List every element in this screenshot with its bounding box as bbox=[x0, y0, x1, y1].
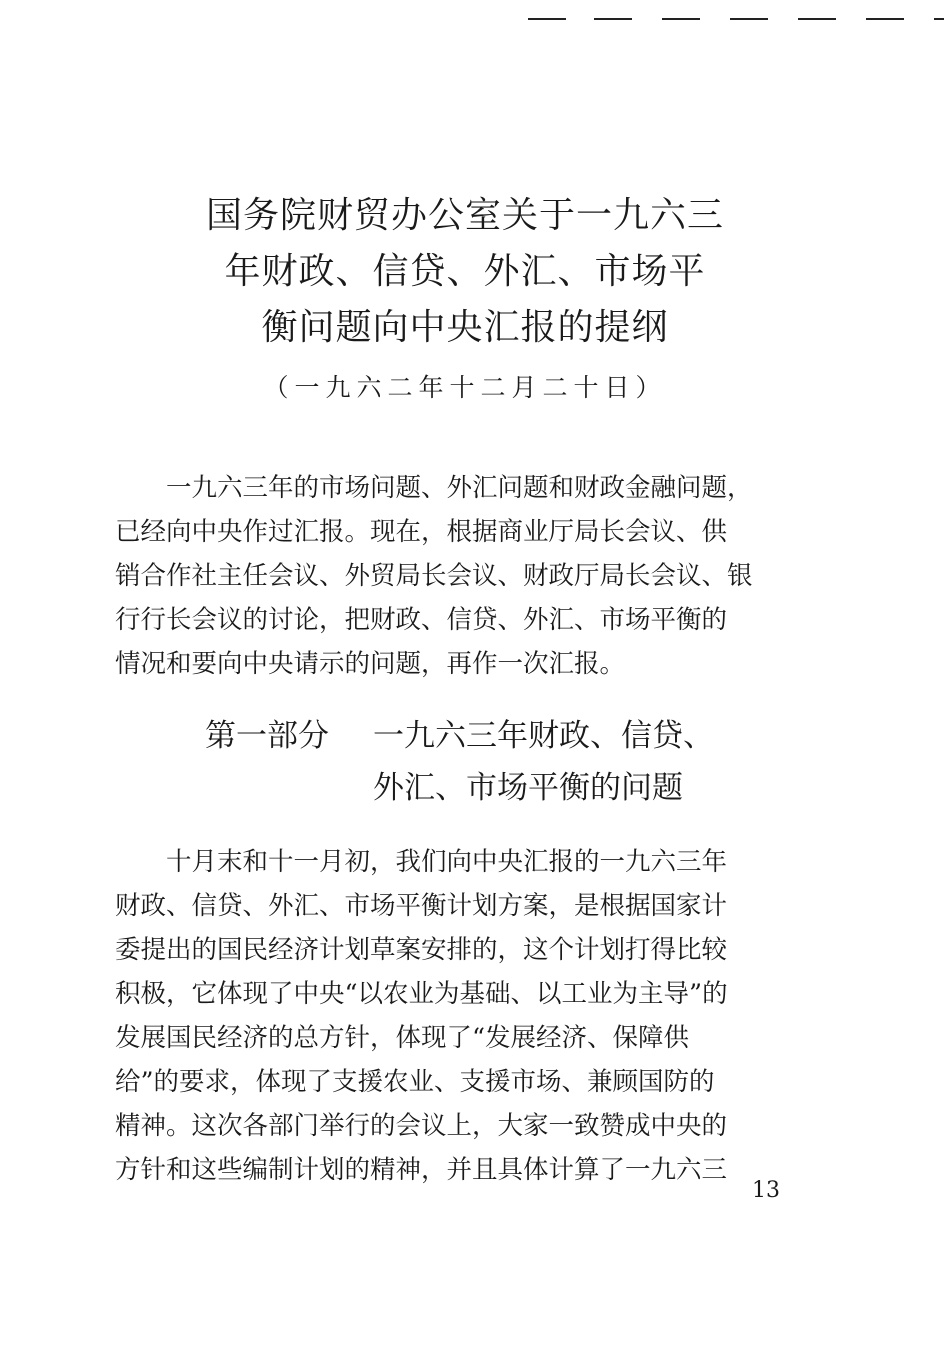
section-part-label: 第一部分 bbox=[205, 718, 329, 754]
paragraph-line: 积极，它体现了中央“以农业为基础、以工业为主导”的 bbox=[115, 979, 728, 1009]
top-rule-segment bbox=[934, 18, 944, 20]
document-title bbox=[150, 188, 780, 356]
title-line: 衡问题向中央汇报的提纲 bbox=[261, 307, 669, 348]
paragraph-line: 方针和这些编制计划的精神，并且具体计算了一九六三 bbox=[115, 1155, 728, 1185]
paragraph-line: 十月末和十一月初，我们向中央汇报的一九六三年 bbox=[115, 847, 728, 877]
paragraph-line: 一九六三年的市场问题、外汇问题和财政金融问题， bbox=[115, 473, 753, 503]
section-heading-line: 一九六三年财政、信贷、 bbox=[373, 718, 714, 754]
top-rule-segment bbox=[594, 18, 632, 20]
section-heading-line: 外汇、市场平衡的问题 bbox=[373, 770, 683, 806]
body-paragraph bbox=[115, 840, 815, 1192]
paragraph-line: 精神。这次各部门举行的会议上，大家一致赞成中央的 bbox=[115, 1111, 728, 1141]
top-rule-segment bbox=[528, 18, 566, 20]
top-rule-segment bbox=[730, 18, 768, 20]
paragraph-line: 已经向中央作过汇报。现在，根据商业厅局长会议、供 bbox=[115, 517, 728, 547]
section-heading bbox=[205, 710, 805, 814]
paragraph-line: 行行长会议的讨论，把财政、信贷、外汇、市场平衡的 bbox=[115, 605, 728, 635]
title-line: 年财政、信贷、外汇、市场平 bbox=[224, 251, 706, 292]
paragraph-line: 委提出的国民经济计划草案安排的，这个计划打得比较 bbox=[115, 935, 728, 965]
document-date: （一九六二年十二月二十日） bbox=[263, 373, 667, 402]
top-rule-segment bbox=[662, 18, 700, 20]
paragraph-line: 情况和要向中央请示的问题，再作一次汇报。 bbox=[115, 649, 626, 679]
top-rule-segment bbox=[798, 18, 836, 20]
intro-paragraph bbox=[115, 466, 815, 686]
paragraph-line: 财政、信贷、外汇、市场平衡计划方案，是根据国家计 bbox=[115, 891, 728, 921]
paragraph-line: 销合作社主任会议、外贸局长会议、财政厅局长会议、银 bbox=[115, 561, 753, 591]
paragraph-line: 给”的要求，体现了支援农业、支援市场、兼顾国防的 bbox=[115, 1067, 715, 1097]
title-line: 国务院财贸办公室关于一九六三 bbox=[205, 195, 724, 236]
top-rule-segment bbox=[866, 18, 904, 20]
page-number: 13 bbox=[752, 1178, 780, 1203]
paragraph-line: 发展国民经济的总方针，体现了“发展经济、保障供 bbox=[115, 1023, 690, 1053]
